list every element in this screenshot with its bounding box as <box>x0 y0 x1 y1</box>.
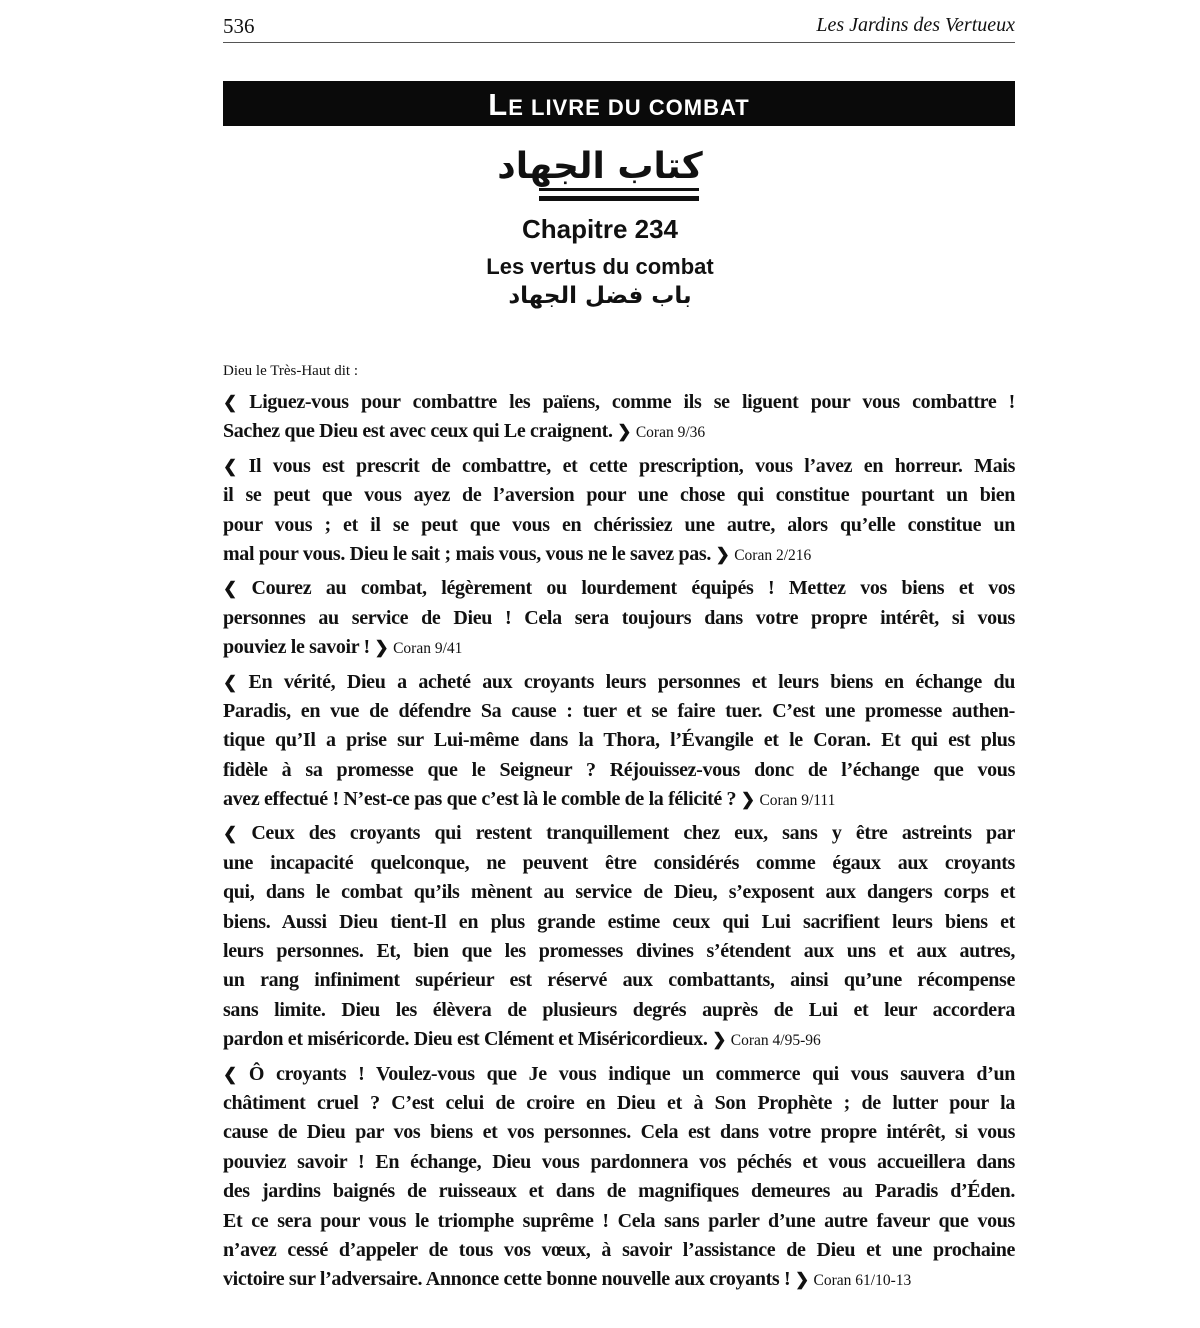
quran-reference: Coran 9/111 <box>759 792 836 810</box>
text-line <box>223 417 1015 446</box>
line-text: Et ce sera pour vous le triomphe suprême ! Cela sans parler d’une autre faveur que vous <box>223 1209 1015 1232</box>
line-text: pouviez savoir ! En échange, Dieu vous pardonnera vos péchés et vous accueillera dans <box>223 1150 1015 1173</box>
text-line <box>223 819 1015 848</box>
line-text: Paradis, en vue de défendre Sa cause : tuer et se faire tuer. C’est une promesse authen- <box>223 699 1015 722</box>
close-quote-icon: ❯ <box>617 422 632 442</box>
quran-reference: Coran 2/216 <box>734 546 812 564</box>
chapter-title: Les vertus du combat <box>486 254 714 279</box>
line-text: personnes au service de Dieu ! Cela sera toujours dans votre propre intérêt, si vous <box>223 606 1015 629</box>
text-line <box>223 1207 1015 1236</box>
close-quote-icon: ❯ <box>715 544 730 564</box>
line-text: Ô croyants ! Voulez-vous que Je vous indique un commerce qui vous sauvera d’un <box>248 1062 1015 1085</box>
line-text: tique qu’Il a prise sur Lui-même dans la Thora, l’Évangile et le Coran. Et qui est plus <box>223 729 1015 752</box>
text-line <box>223 1089 1015 1118</box>
title-rule <box>539 188 699 191</box>
text-line <box>223 996 1015 1025</box>
line-text: En vérité, Dieu a acheté aux croyants leurs personnes et leurs biens en échange du <box>248 670 1016 693</box>
intro-text: Dieu le Très-Haut dit : <box>223 363 358 379</box>
line-text: pardon et miséricorde. Dieu est Clément et Miséricordieux. <box>223 1028 708 1051</box>
book-banner <box>223 81 1015 126</box>
text-line <box>223 697 1015 726</box>
verse-paragraph <box>223 668 1015 815</box>
text-line <box>223 756 1015 785</box>
line-text: Courez au combat, légèrement ou lourdement équipés ! Mettez vos biens et vos <box>251 577 1015 600</box>
close-quote-icon: ❯ <box>794 1270 809 1290</box>
text-line <box>223 908 1015 937</box>
line-text: qui, dans le combat qu’ils mènent au service de Dieu, s’exposent aux dangers corps et <box>223 881 1015 904</box>
text-line <box>223 1265 1015 1294</box>
line-text: des jardins baignés de ruisseaux et dans de magnifiques demeures au Paradis d’Éden. <box>223 1180 1015 1203</box>
banner-text: E LIVRE DU COMBAT <box>508 95 750 120</box>
text-line <box>223 966 1015 995</box>
open-quote-icon: ❮ <box>223 824 237 844</box>
text-line <box>223 604 1015 633</box>
text-line <box>223 785 1015 814</box>
text-line <box>223 1177 1015 1206</box>
text-line <box>223 668 1015 697</box>
quran-reference: Coran 9/41 <box>393 640 463 658</box>
verse-paragraph <box>223 574 1015 662</box>
page-number: 536 <box>223 14 255 38</box>
line-text: leurs personnes. Et, bien que les promesses divines s’étendent aux uns et aux autres, <box>223 940 1015 963</box>
line-text: Sachez que Dieu est avec ceux qui Le craignent. <box>223 420 613 443</box>
text-line <box>223 481 1015 510</box>
text-line <box>223 1118 1015 1147</box>
text-line <box>223 1236 1015 1265</box>
banner-initial: L <box>488 87 509 122</box>
line-text: cause de Dieu par vos biens et vos personnes. Cela est dans votre propre intérêt, si vous <box>223 1121 1015 1144</box>
line-text: sans limite. Dieu les élèvera de plusieurs degrés auprès de Lui et leur accordera <box>223 998 1015 1021</box>
line-text: il se peut que vous ayez de l’aversion pour une chose qui constitue pourtant un bien <box>223 484 1015 507</box>
text-line <box>223 388 1015 417</box>
quran-reference: Coran 61/10-13 <box>813 1272 912 1290</box>
body-text <box>223 388 1015 1300</box>
arabic-chapter-title: باب فضل الجهاد <box>508 283 692 309</box>
line-text: Il vous est prescrit de combattre, et cette prescription, vous l’avez en horreur. Mais <box>248 454 1016 477</box>
open-quote-icon: ❮ <box>223 456 237 476</box>
line-text: châtiment cruel ? C’est celui de croire en Dieu et à Son Prophète ; de lutter pour la <box>223 1091 1015 1114</box>
text-line <box>223 849 1015 878</box>
text-line <box>223 452 1015 481</box>
verse-paragraph <box>223 819 1015 1054</box>
close-quote-icon: ❯ <box>712 1030 727 1050</box>
arabic-book-title: كتاب الجهاد <box>497 146 703 187</box>
line-text: biens. Aussi Dieu tient-Il en plus grande estime ceux qui Lui sacrifient leurs biens et <box>223 910 1015 933</box>
line-text: pour vous ; et il se peut que vous en chérissiez une autre, alors qu’elle constitue un <box>223 513 1015 536</box>
running-head <box>223 8 1015 43</box>
text-line <box>223 1025 1015 1054</box>
line-text: fidèle à sa promesse que le Seigneur ? Réjouissez-vous donc de l’échange que vous <box>223 758 1015 781</box>
verse-paragraph <box>223 388 1015 447</box>
text-line <box>223 937 1015 966</box>
book-title: Les Jardins des Vertueux <box>816 14 1015 36</box>
title-rule <box>539 196 699 201</box>
line-text: n’avez cessé d’appeler de tous vos vœux, à savoir l’assistance de Dieu et une prochaine <box>223 1238 1015 1261</box>
line-text: Ceux des croyants qui restent tranquillement chez eux, sans y être astreints par <box>251 822 1016 845</box>
verse-paragraph <box>223 1060 1015 1295</box>
line-text: victoire sur l’adversaire. Annonce cette bonne nouvelle aux croyants ! <box>223 1268 791 1291</box>
text-line <box>223 726 1015 755</box>
text-line <box>223 878 1015 907</box>
open-quote-icon: ❮ <box>223 579 237 599</box>
open-quote-icon: ❮ <box>223 672 237 692</box>
line-text: avez effectué ! N’est-ce pas que c’est là le comble de la félicité ? <box>223 788 737 811</box>
line-text: une incapacité quelconque, ne peuvent être considérés comme égaux aux croyants <box>223 851 1015 874</box>
open-quote-icon: ❮ <box>223 393 237 412</box>
quran-reference: Coran 4/95-96 <box>730 1032 821 1050</box>
close-quote-icon: ❯ <box>740 790 755 810</box>
line-text: Liguez-vous pour combattre les païens, comme ils se liguent pour vous combattre ! <box>249 391 1015 413</box>
close-quote-icon: ❯ <box>374 638 389 658</box>
text-line <box>223 511 1015 540</box>
text-line <box>223 633 1015 662</box>
quran-reference: Coran 9/36 <box>635 424 706 442</box>
text-line <box>223 1060 1015 1089</box>
line-text: pouviez le savoir ! <box>223 636 370 659</box>
text-line <box>223 540 1015 569</box>
verse-paragraph <box>223 452 1015 570</box>
line-text: un rang infiniment supérieur est réservé aux combattants, ainsi qu’une récompense <box>223 969 1015 992</box>
text-line <box>223 1148 1015 1177</box>
line-text: mal pour vous. Dieu le sait ; mais vous, vous ne le savez pas. <box>223 542 711 565</box>
text-line <box>223 574 1015 603</box>
chapter-number: Chapitre 234 <box>521 214 679 244</box>
open-quote-icon: ❮ <box>223 1064 237 1084</box>
